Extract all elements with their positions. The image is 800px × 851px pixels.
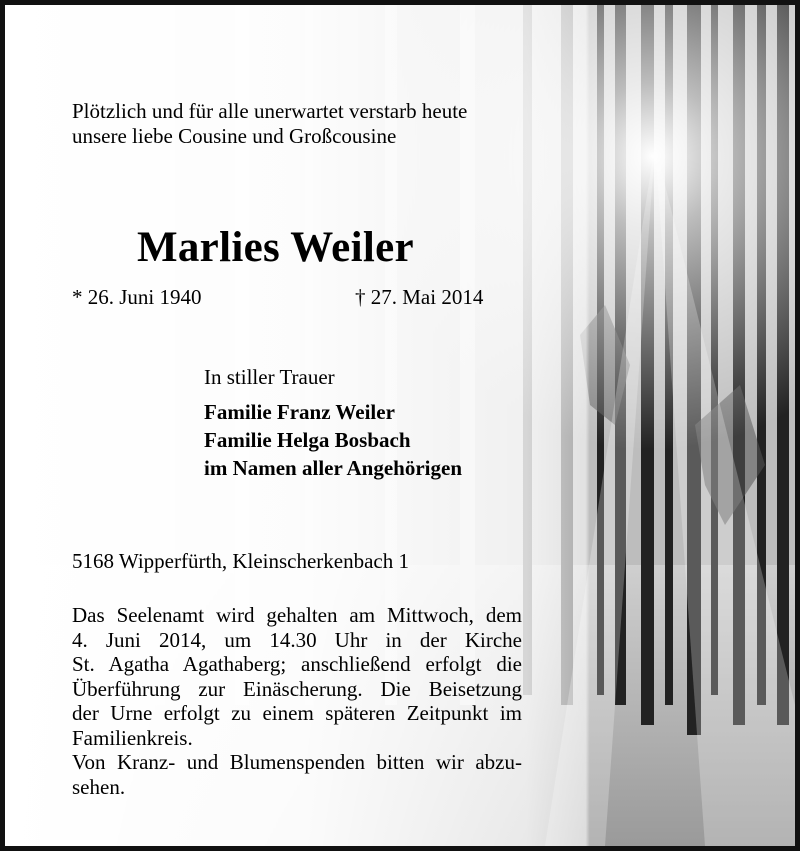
service-text-line: Überführung zur Einäscherung. Die Beisetzung	[72, 676, 522, 701]
service-text-line: St. Agatha Agathaberg; anschließend erfolgt die	[72, 652, 522, 676]
mourner-name: Familie Franz Weiler	[204, 400, 395, 424]
service-text-line: sehen.	[72, 774, 126, 799]
service-text-line: Familienkreis.	[72, 725, 193, 750]
service-text-line: Von Kranz- und Blumenspenden bitten wir abzu-	[72, 750, 522, 774]
deceased-name: Marlies Weiler	[137, 224, 414, 271]
mourner-name: im Namen aller Angehörigen	[204, 456, 463, 480]
service-text-line: 4. Juni 2014, um 14.30 Uhr in der Kirche	[72, 627, 522, 652]
mourner-name: Familie Helga Bosbach	[204, 428, 411, 452]
death-date: † 27. Mai 2014	[355, 285, 484, 309]
service-text-line: der Urne erfolgt zu einem späteren Zeitpunkt im	[72, 701, 522, 725]
mourning-heading: In stiller Trauer	[204, 365, 335, 389]
service-information	[72, 603, 522, 799]
birth-date: * 26. Juni 1940	[72, 285, 202, 309]
address: 5168 Wipperfürth, Kleinscherkenbach 1	[72, 549, 409, 573]
service-text-line: Das Seelenamt wird gehalten am Mittwoch, dem	[72, 603, 522, 627]
intro-line-1: Plötzlich und für alle unerwartet verstarb heute	[72, 99, 468, 123]
intro-line-2: unsere liebe Cousine und Großcousine	[72, 124, 397, 148]
